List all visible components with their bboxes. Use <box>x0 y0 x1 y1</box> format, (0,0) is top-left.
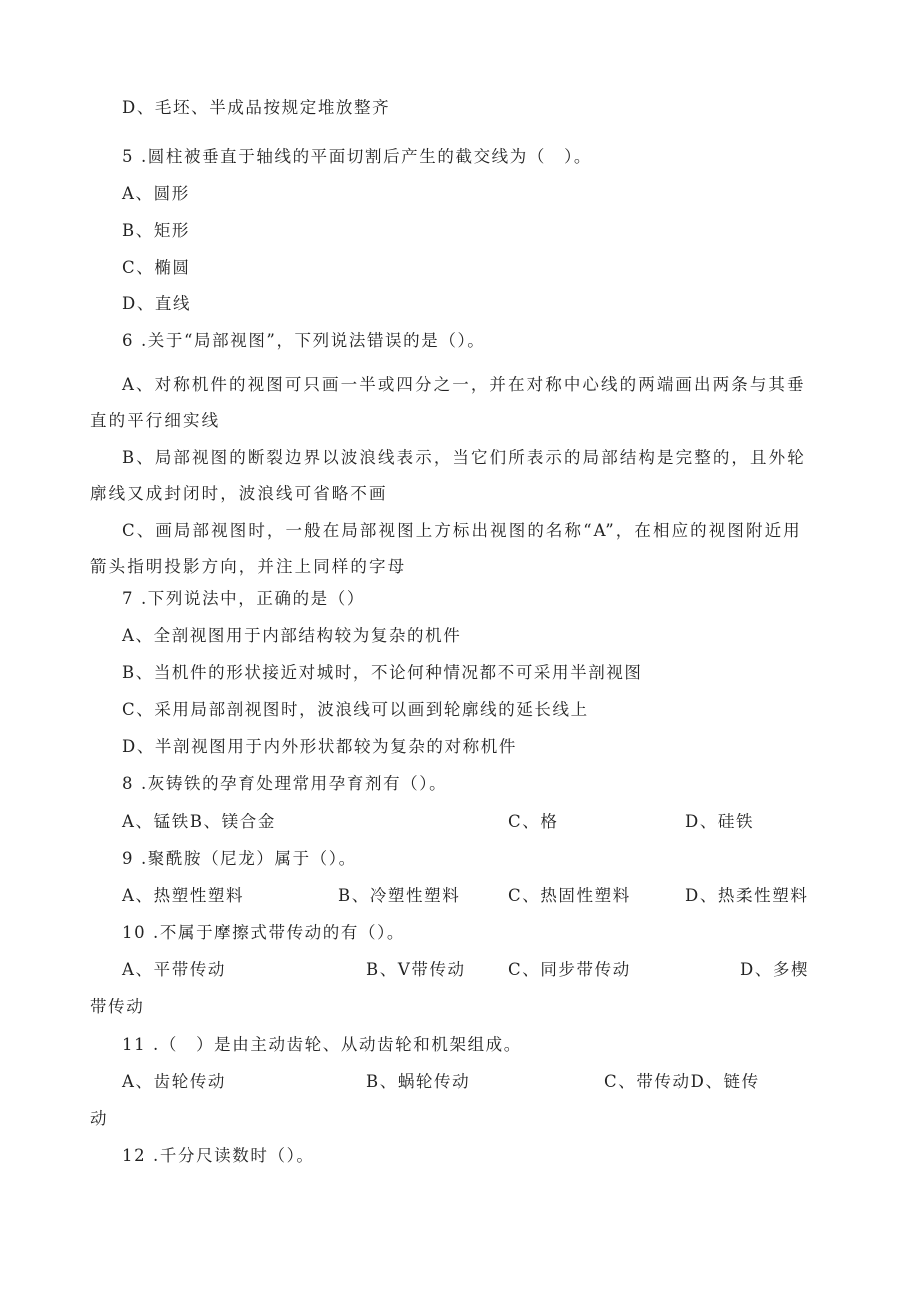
q5-option-c: C、椭圆 <box>122 258 191 277</box>
q9-question: 9 .聚酰胺（尼龙）属于（）。 <box>122 849 357 868</box>
q11-option-b: B、蜗轮传动 <box>366 1072 471 1091</box>
q11-option-a: A、齿轮传动 <box>122 1072 227 1091</box>
q7-option-d: D、半剖视图用于内外形状都较为复杂的对称机件 <box>122 737 517 756</box>
q8-option-ab: A、锰铁B、镁合金 <box>122 812 276 831</box>
q10-option-d: D、多楔 <box>740 960 810 979</box>
q5-option-b: B、矩形 <box>122 221 191 240</box>
q10-option-c: C、同步带传动 <box>508 960 631 979</box>
q8-option-d: D、硅铁 <box>685 812 755 831</box>
q11-question: 11 .（ ）是由主动齿轮、从动齿轮和机架组成。 <box>122 1035 522 1054</box>
q6-option-b: B、局部视图的断裂边界以波浪线表示，当它们所表示的局部结构是完整的，且外轮廓线又成封闭时，波浪线可省略不画 <box>90 448 806 503</box>
q6-option-a: A、对称机件的视图可只画一半或四分之一，并在对称中心线的两端画出两条与其垂直的平行细实线 <box>90 375 806 430</box>
q10-option-b: B、V带传动 <box>366 960 466 979</box>
q10-option-a: A、平带传动 <box>122 960 227 979</box>
q5-option-d: D、直线 <box>122 294 192 313</box>
q7-option-a: A、全剖视图用于内部结构较为复杂的机件 <box>122 626 462 645</box>
q12-question: 12 .千分尺读数时（）。 <box>122 1146 315 1165</box>
q5-question: 5 .圆柱被垂直于轴线的平面切割后产生的截交线为（ ）。 <box>122 147 593 166</box>
q6-question: 6 .关于“局部视图”，下列说法错误的是（）。 <box>122 331 486 350</box>
q6-option-c: C、画局部视图时，一般在局部视图上方标出视图的名称“A”，在相应的视图附近用箭头指明投影方向，并注上同样的字母 <box>90 521 802 576</box>
q9-option-a: A、热塑性塑料 <box>122 886 245 905</box>
q10-option-d-continued: 带传动 <box>90 997 145 1016</box>
q11-option-cd: C、带传动D、链传 <box>604 1072 760 1091</box>
q5-option-a: A、圆形 <box>122 184 190 203</box>
q9-option-c: C、热固性塑料 <box>508 886 631 905</box>
q7-option-c: C、采用局部剖视图时，波浪线可以画到轮廓线的延长线上 <box>122 700 589 719</box>
q9-option-d: D、热柔性塑料 <box>685 886 809 905</box>
q7-option-b: B、当机件的形状接近对城时，不论何种情况都不可采用半剖视图 <box>122 663 643 682</box>
q11-option-d-continued: 动 <box>90 1109 109 1128</box>
q10-question: 10 .不属于摩擦式带传动的有（）。 <box>122 923 406 942</box>
q8-option-c: C、格 <box>508 812 559 831</box>
q8-question: 8 .灰铸铁的孕育处理常用孕育剂有（）。 <box>122 774 448 793</box>
q9-option-b: B、冷塑性塑料 <box>338 886 461 905</box>
q4-option-d: D、毛坯、半成品按规定堆放整齐 <box>122 98 391 117</box>
q7-question: 7 .下列说法中，正确的是（） <box>122 589 365 608</box>
